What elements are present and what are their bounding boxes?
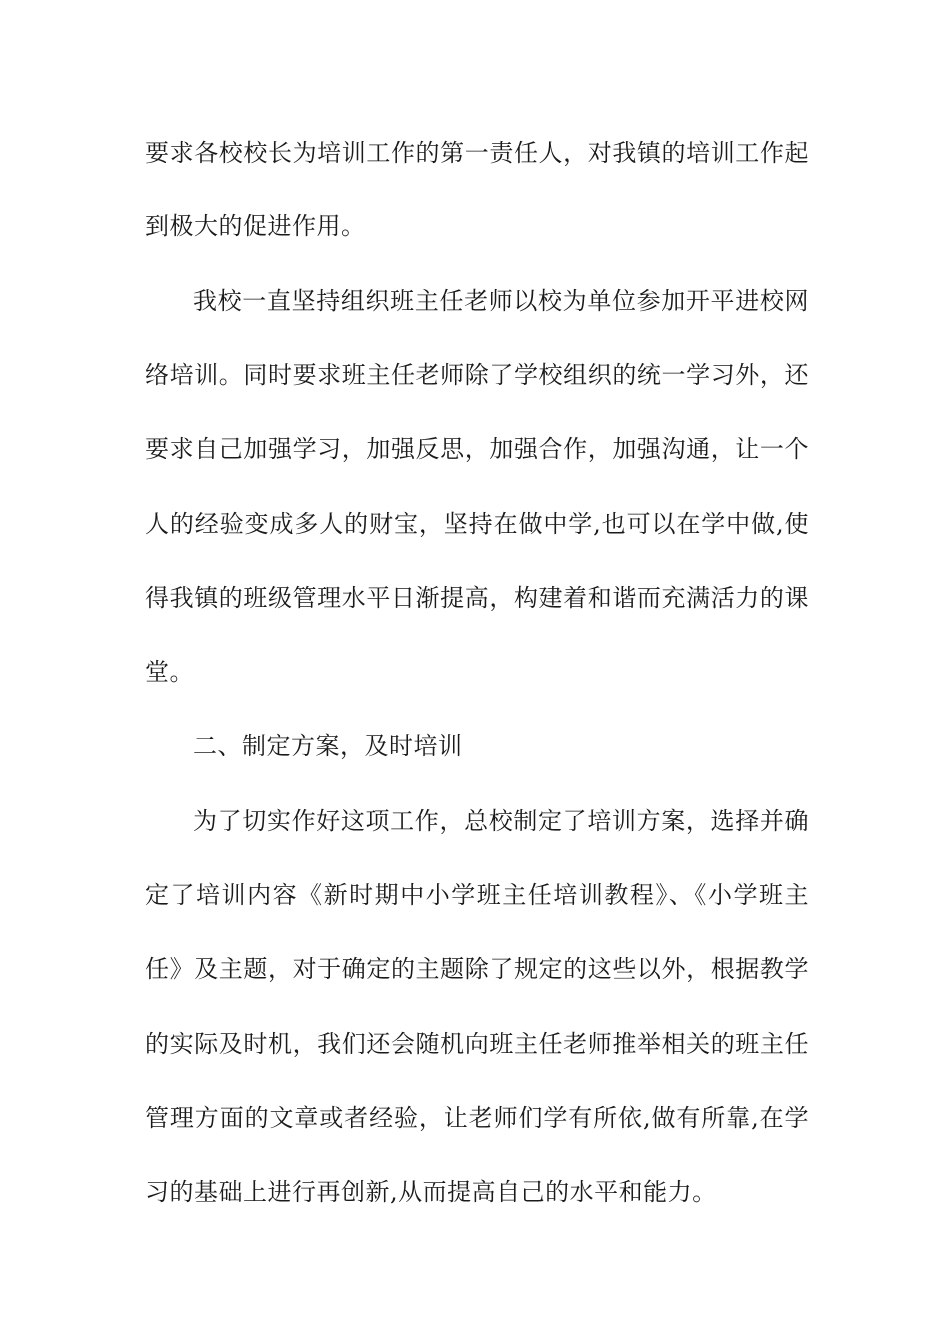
paragraph-1-line-2: 到极大的促进作用。 xyxy=(145,212,366,240)
paragraph-3-line-3: 任》及主题，对于确定的主题除了规定的这些以外，根据教学 xyxy=(145,955,809,983)
paragraph-2-line-6: 堂。 xyxy=(145,658,194,686)
paragraph-2-line-1: 我校一直坚持组织班主任老师以校为单位参加开平进校网 xyxy=(193,287,809,315)
paragraph-2-line-4: 人的经验变成多人的财宝，坚持在做中学,也可以在学中做,使 xyxy=(145,510,809,538)
paragraph-1-line-1: 要求各校校长为培训工作的第一责任人，对我镇的培训工作起 xyxy=(145,139,809,167)
paragraph-2-line-2: 络培训。同时要求班主任老师除了学校组织的统一学习外，还 xyxy=(145,361,809,389)
paragraph-3-line-4: 的实际及时机，我们还会随机向班主任老师推举相关的班主任 xyxy=(145,1030,809,1058)
section-heading: 二、制定方案，及时培训 xyxy=(193,732,463,760)
paragraph-3-line-2: 定了培训内容《新时期中小学班主任培训教程》、《小学班主 xyxy=(145,881,809,909)
paragraph-2-line-3: 要求自己加强学习，加强反思，加强合作，加强沟通，让一个 xyxy=(145,435,809,463)
paragraph-3-line-5: 管理方面的文章或者经验，让老师们学有所依,做有所靠,在学 xyxy=(145,1104,809,1132)
paragraph-3-line-1: 为了切实作好这项工作，总校制定了培训方案，选择并确 xyxy=(193,807,809,835)
paragraph-3-line-6: 习的基础上进行再创新,从而提高自己的水平和能力。 xyxy=(145,1178,717,1206)
paragraph-2-line-5: 得我镇的班级管理水平日渐提高，构建着和谐而充满活力的课 xyxy=(145,584,809,612)
